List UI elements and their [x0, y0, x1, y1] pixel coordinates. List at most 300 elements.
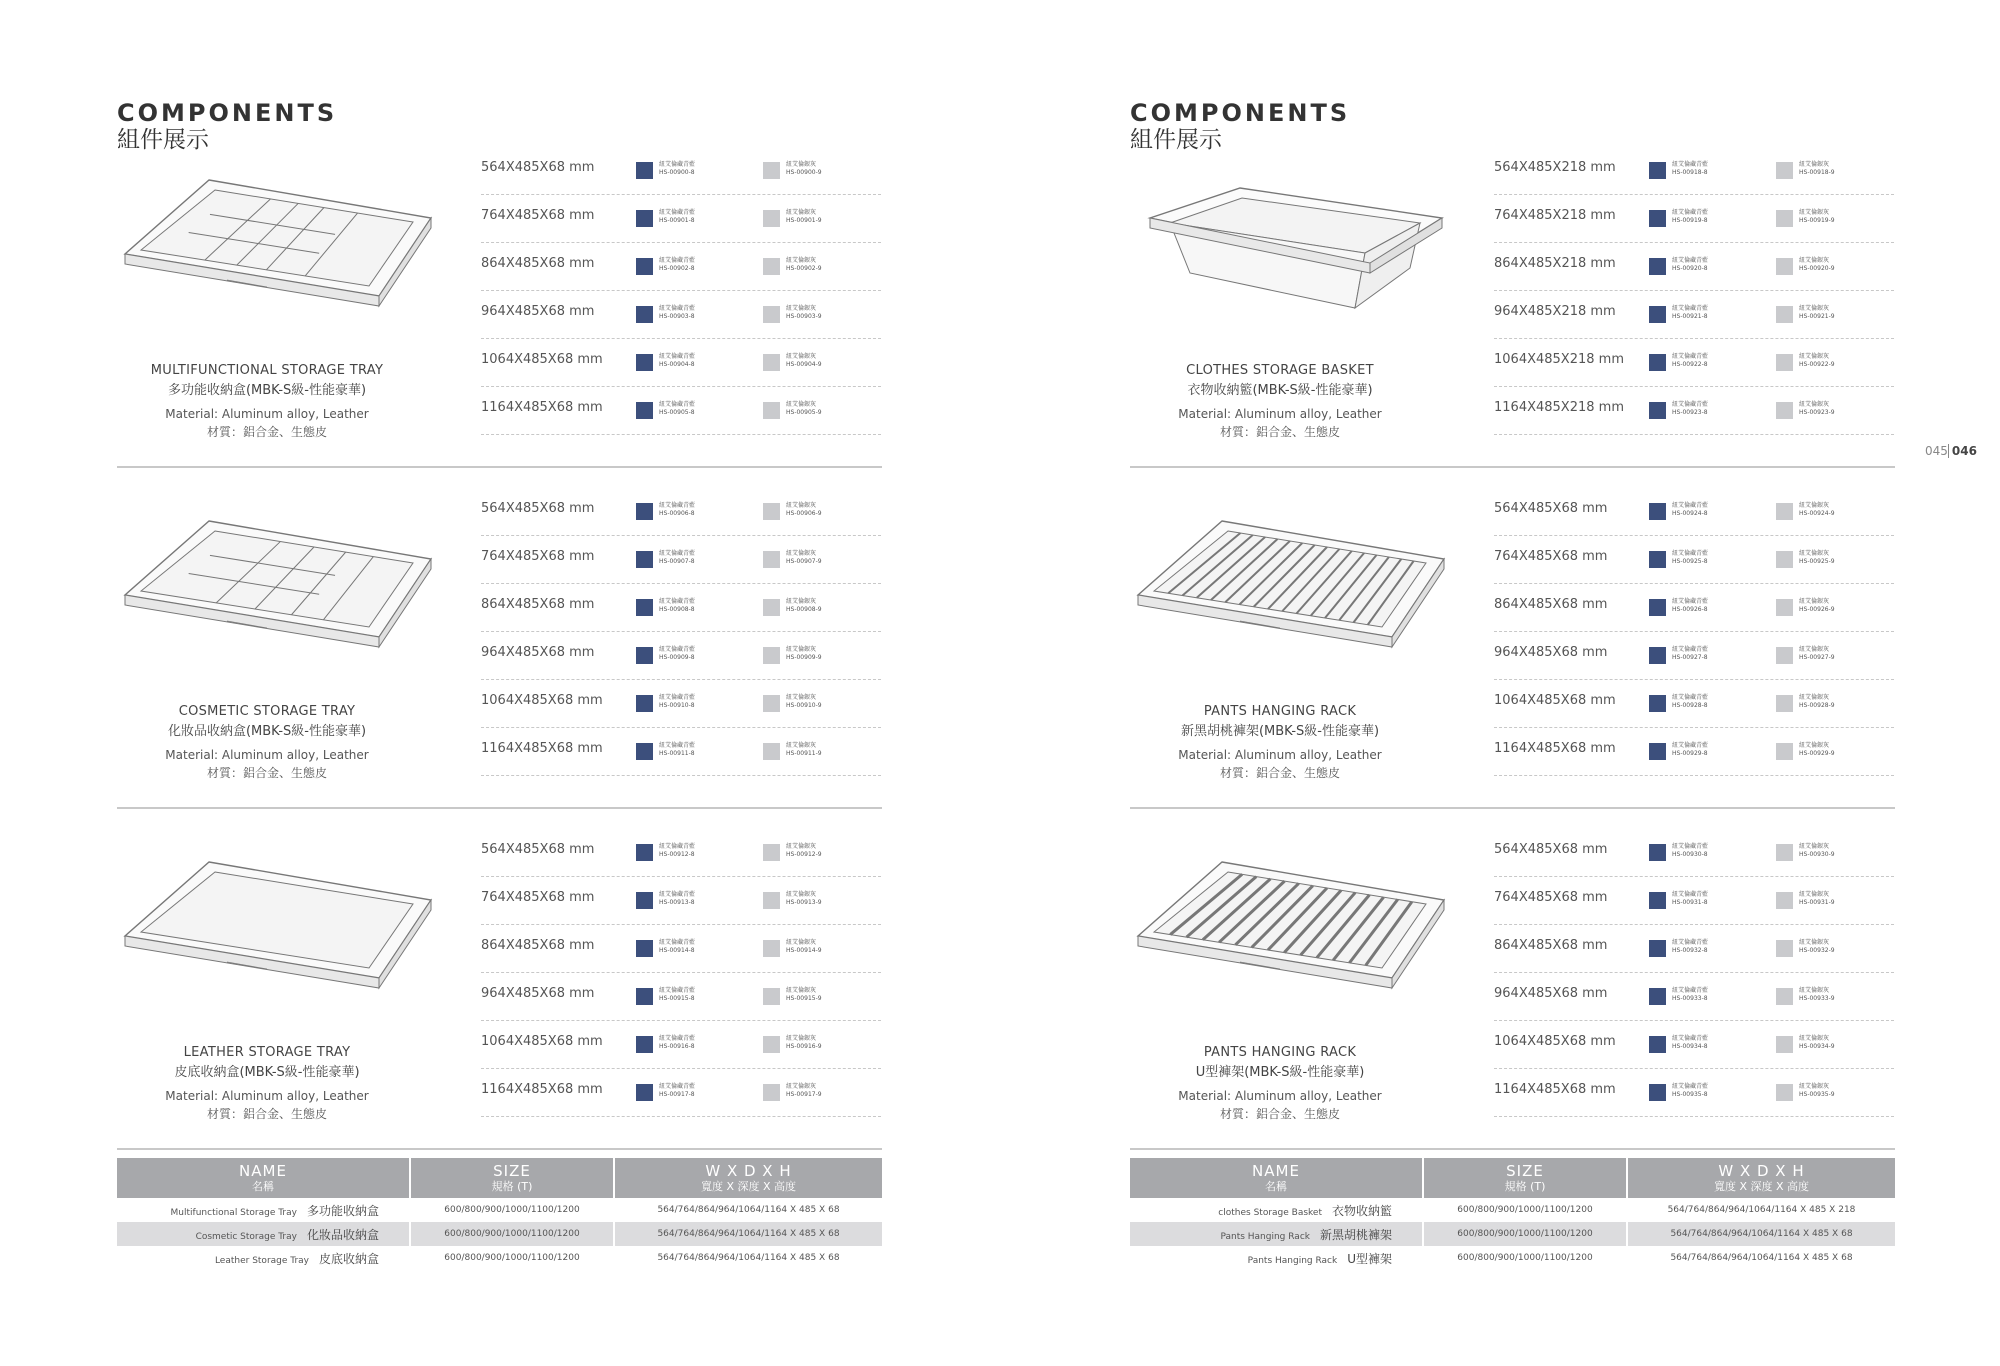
- navy-code-number: HS-00908-8: [659, 606, 695, 613]
- navy-swatch: [636, 354, 653, 371]
- grey-code: [1799, 646, 1879, 662]
- grey-code-number: HS-00924-9: [1799, 510, 1835, 517]
- grey-label: 紐艾倫銀灰: [1799, 598, 1830, 605]
- grey-label: 紐艾倫銀灰: [1799, 353, 1830, 360]
- size-row: [1494, 878, 1894, 925]
- size-value: 1064X485X68 mm: [481, 352, 603, 367]
- grey-code-number: HS-00916-9: [786, 1043, 822, 1050]
- navy-code-number: HS-00918-8: [1672, 169, 1708, 176]
- navy-swatch: [636, 1084, 653, 1101]
- name-en: Leather Storage Tray: [214, 1255, 309, 1266]
- navy-code: [659, 161, 739, 177]
- grey-code-number: HS-00905-9: [786, 409, 822, 416]
- navy-swatch: [1649, 988, 1666, 1005]
- header-zh: 寬度 X 深度 X 高度: [700, 1180, 797, 1193]
- name-cell: [1130, 1222, 1423, 1246]
- product-title-en: CLOTHES STORAGE BASKET: [1186, 363, 1374, 378]
- size-value: 864X485X68 mm: [481, 256, 595, 271]
- grey-code: [1799, 1035, 1879, 1051]
- grey-code: [1799, 891, 1879, 907]
- product-title-zh: 化妝品收納盒(MBK-S級-性能豪華): [167, 724, 367, 739]
- size-value: 1164X485X68 mm: [481, 1082, 603, 1097]
- size-value: 764X485X68 mm: [1494, 890, 1608, 905]
- size-value: 764X485X68 mm: [1494, 549, 1608, 564]
- u-pants-rack-icon: [1130, 850, 1450, 1020]
- material-en: Material: Aluminum alloy, Leather: [1178, 407, 1382, 421]
- table-header-row: [117, 1158, 882, 1198]
- header-zh: 名稱: [252, 1180, 274, 1193]
- navy-swatch: [1649, 940, 1666, 957]
- size-row: [1494, 585, 1894, 632]
- product-section: [1130, 489, 1895, 809]
- grey-swatch: [1776, 940, 1793, 957]
- navy-label: 紐艾倫藏青藍: [659, 401, 696, 408]
- grey-code-number: HS-00914-9: [786, 947, 822, 954]
- navy-code-number: HS-00909-8: [659, 654, 695, 661]
- navy-swatch: [636, 599, 653, 616]
- cosmetic-tray-icon: [117, 509, 437, 679]
- size-row: [481, 830, 881, 877]
- navy-code-number: HS-00930-8: [1672, 851, 1708, 858]
- product-section: [1130, 148, 1895, 468]
- navy-code-number: HS-00912-8: [659, 851, 695, 858]
- size-list: [1494, 830, 1894, 1118]
- navy-code-number: HS-00902-8: [659, 265, 695, 272]
- grey-label: 紐艾倫銀灰: [786, 987, 817, 994]
- size-row: [1494, 489, 1894, 536]
- navy-label: 紐艾倫藏青藍: [659, 257, 696, 264]
- heading-en: COMPONENTS: [1130, 99, 1351, 127]
- navy-code: [659, 694, 739, 710]
- size-row: [481, 1022, 881, 1069]
- navy-swatch: [636, 695, 653, 712]
- product-title-en: COSMETIC STORAGE TRAY: [178, 704, 356, 719]
- table-header: [1423, 1158, 1627, 1198]
- grey-swatch: [1776, 354, 1793, 371]
- navy-code: [1672, 305, 1752, 321]
- navy-label: 紐艾倫藏青藍: [659, 598, 696, 605]
- navy-code-number: HS-00935-8: [1672, 1091, 1708, 1098]
- grey-label: 紐艾倫銀灰: [1799, 209, 1830, 216]
- navy-swatch: [1649, 599, 1666, 616]
- navy-label: 紐艾倫藏青藍: [1672, 891, 1709, 898]
- navy-label: 紐艾倫藏青藍: [659, 1035, 696, 1042]
- grey-code: [1799, 987, 1879, 1003]
- name-zh: 多功能收納盒: [306, 1203, 379, 1218]
- grey-swatch: [1776, 647, 1793, 664]
- grey-code: [786, 401, 866, 417]
- navy-code: [1672, 1083, 1752, 1099]
- size-list: [1494, 489, 1894, 777]
- navy-swatch: [636, 551, 653, 568]
- heading-zh: 組件展示: [1130, 127, 1222, 153]
- table-header: [614, 1158, 882, 1198]
- grey-code-number: HS-00923-9: [1799, 409, 1835, 416]
- grey-code: [786, 598, 866, 614]
- navy-code-number: HS-00917-8: [659, 1091, 695, 1098]
- size-value: 764X485X68 mm: [481, 890, 595, 905]
- navy-code-number: HS-00913-8: [659, 899, 695, 906]
- material-zh: 材質：鋁合金、生態皮: [1219, 1107, 1340, 1121]
- grey-code: [786, 742, 866, 758]
- grey-code: [1799, 161, 1879, 177]
- size-row: [481, 244, 881, 291]
- product-caption: [1130, 361, 1430, 441]
- grey-code: [1799, 742, 1879, 758]
- grey-code: [786, 305, 866, 321]
- product-section: [117, 489, 882, 809]
- size-cell: 600/800/900/1000/1100/1200: [1423, 1198, 1627, 1222]
- navy-code: [659, 598, 739, 614]
- header-zh: 名稱: [1265, 1180, 1287, 1193]
- grey-code: [786, 646, 866, 662]
- navy-swatch: [1649, 1084, 1666, 1101]
- navy-label: 紐艾倫藏青藍: [659, 939, 696, 946]
- navy-label: 紐艾倫藏青藍: [1672, 843, 1709, 850]
- material-en: Material: Aluminum alloy, Leather: [165, 748, 369, 762]
- header-en: SIZE: [493, 1162, 531, 1180]
- grey-swatch: [763, 695, 780, 712]
- grey-swatch: [763, 551, 780, 568]
- page-number-right: 046: [1948, 444, 1977, 458]
- grey-swatch: [763, 402, 780, 419]
- grey-swatch: [763, 306, 780, 323]
- navy-code-number: HS-00922-8: [1672, 361, 1708, 368]
- grey-code-number: HS-00908-9: [786, 606, 822, 613]
- name-cell: [117, 1222, 410, 1246]
- size-value: 1064X485X68 mm: [1494, 1034, 1616, 1049]
- navy-label: 紐艾倫藏青藍: [1672, 1035, 1709, 1042]
- grey-code-number: HS-00911-9: [786, 750, 822, 757]
- navy-code-number: HS-00900-8: [659, 169, 695, 176]
- grey-code-number: HS-00933-9: [1799, 995, 1835, 1002]
- size-row: [1494, 1070, 1894, 1117]
- grey-label: 紐艾倫銀灰: [786, 257, 817, 264]
- grey-code-number: HS-00912-9: [786, 851, 822, 858]
- size-row: [481, 729, 881, 776]
- size-value: 1164X485X68 mm: [1494, 1082, 1616, 1097]
- grey-label: 紐艾倫銀灰: [786, 305, 817, 312]
- grey-code-number: HS-00909-9: [786, 654, 822, 661]
- size-value: 964X485X68 mm: [481, 645, 595, 660]
- grey-code: [1799, 209, 1879, 225]
- heading-en: COMPONENTS: [117, 99, 338, 127]
- grey-code-number: HS-00902-9: [786, 265, 822, 272]
- size-row: [481, 1070, 881, 1117]
- navy-code: [1672, 742, 1752, 758]
- navy-swatch: [1649, 503, 1666, 520]
- navy-code-number: HS-00925-8: [1672, 558, 1708, 565]
- grey-label: 紐艾倫銀灰: [786, 694, 817, 701]
- grey-swatch: [763, 1084, 780, 1101]
- navy-swatch: [636, 210, 653, 227]
- navy-label: 紐艾倫藏青藍: [659, 209, 696, 216]
- grey-code: [786, 843, 866, 859]
- grey-code-number: HS-00927-9: [1799, 654, 1835, 661]
- size-value: 564X485X218 mm: [1494, 160, 1616, 175]
- navy-code-number: HS-00914-8: [659, 947, 695, 954]
- grey-swatch: [1776, 892, 1793, 909]
- grey-swatch: [1776, 551, 1793, 568]
- size-row: [1494, 633, 1894, 680]
- navy-code-number: HS-00921-8: [1672, 313, 1708, 320]
- size-value: 864X485X68 mm: [1494, 597, 1608, 612]
- grey-code-number: HS-00934-9: [1799, 1043, 1835, 1050]
- leather-tray-icon: [117, 850, 437, 1020]
- size-value: 1064X485X68 mm: [481, 1034, 603, 1049]
- header-en: NAME: [239, 1162, 287, 1180]
- navy-swatch: [1649, 551, 1666, 568]
- product-title-zh: U型褲架(MBK-S級-性能豪華): [1195, 1065, 1365, 1080]
- grey-code: [1799, 257, 1879, 273]
- grey-label: 紐艾倫銀灰: [786, 1035, 817, 1042]
- navy-label: 紐艾倫藏青藍: [1672, 401, 1709, 408]
- size-value: 964X485X218 mm: [1494, 304, 1616, 319]
- grey-code-number: HS-00915-9: [786, 995, 822, 1002]
- navy-label: 紐艾倫藏青藍: [659, 891, 696, 898]
- size-row: [1494, 244, 1894, 291]
- navy-label: 紐艾倫藏青藍: [1672, 646, 1709, 653]
- page-heading: [1130, 100, 1350, 154]
- grey-code: [786, 353, 866, 369]
- navy-swatch: [636, 844, 653, 861]
- size-row: [481, 926, 881, 973]
- size-row: [1494, 537, 1894, 584]
- grey-code-number: HS-00929-9: [1799, 750, 1835, 757]
- navy-code: [659, 939, 739, 955]
- size-cell: 600/800/900/1000/1100/1200: [410, 1198, 614, 1222]
- size-row: [481, 340, 881, 387]
- navy-code: [659, 646, 739, 662]
- navy-label: 紐艾倫藏青藍: [659, 1083, 696, 1090]
- navy-code: [659, 401, 739, 417]
- dims-cell: 564/764/864/964/1064/1164 X 485 X 68: [614, 1246, 882, 1270]
- size-list: [481, 489, 881, 777]
- navy-swatch: [636, 743, 653, 760]
- grey-swatch: [1776, 599, 1793, 616]
- grey-code-number: HS-00906-9: [786, 510, 822, 517]
- grey-label: 紐艾倫銀灰: [1799, 694, 1830, 701]
- grey-code-number: HS-00910-9: [786, 702, 822, 709]
- size-value: 864X485X68 mm: [481, 597, 595, 612]
- material-en: Material: Aluminum alloy, Leather: [1178, 748, 1382, 762]
- size-value: 864X485X68 mm: [481, 938, 595, 953]
- grey-swatch: [1776, 743, 1793, 760]
- navy-label: 紐艾倫藏青藍: [659, 987, 696, 994]
- navy-code: [659, 305, 739, 321]
- grey-code: [786, 1083, 866, 1099]
- navy-swatch: [636, 647, 653, 664]
- page-numbers: [1925, 444, 1977, 458]
- grey-code-number: HS-00922-9: [1799, 361, 1835, 368]
- size-value: 864X485X68 mm: [1494, 938, 1608, 953]
- size-value: 964X485X68 mm: [1494, 986, 1608, 1001]
- grey-code: [786, 891, 866, 907]
- navy-code-number: HS-00910-8: [659, 702, 695, 709]
- grey-swatch: [763, 162, 780, 179]
- grey-label: 紐艾倫銀灰: [1799, 646, 1830, 653]
- navy-code-number: HS-00928-8: [1672, 702, 1708, 709]
- navy-swatch: [1649, 162, 1666, 179]
- grey-swatch: [763, 647, 780, 664]
- grey-label: 紐艾倫銀灰: [1799, 1035, 1830, 1042]
- grey-swatch: [1776, 988, 1793, 1005]
- navy-code: [659, 742, 739, 758]
- navy-code: [659, 550, 739, 566]
- grey-code: [1799, 1083, 1879, 1099]
- grey-label: 紐艾倫銀灰: [786, 209, 817, 216]
- product-section: [117, 148, 882, 468]
- grey-code: [786, 1035, 866, 1051]
- grey-swatch: [1776, 1084, 1793, 1101]
- grey-code: [1799, 598, 1879, 614]
- navy-code: [1672, 353, 1752, 369]
- spec-table: [1130, 1158, 1895, 1270]
- product-title-zh: 新黑胡桃褲架(MBK-S級-性能豪華): [1180, 724, 1380, 739]
- size-list: [481, 148, 881, 436]
- grey-code-number: HS-00930-9: [1799, 851, 1835, 858]
- material-en: Material: Aluminum alloy, Leather: [165, 1089, 369, 1103]
- navy-code: [1672, 891, 1752, 907]
- grey-label: 紐艾倫銀灰: [1799, 257, 1830, 264]
- navy-code: [1672, 939, 1752, 955]
- clothes-basket-icon: [1130, 168, 1450, 338]
- size-row: [1494, 196, 1894, 243]
- navy-code: [659, 353, 739, 369]
- size-value: 1164X485X218 mm: [1494, 400, 1624, 415]
- table-row: [117, 1222, 882, 1246]
- size-row: [1494, 974, 1894, 1021]
- grey-code-number: HS-00907-9: [786, 558, 822, 565]
- grey-code-number: HS-00918-9: [1799, 169, 1835, 176]
- size-row: [481, 292, 881, 339]
- table-header: [1130, 1158, 1423, 1198]
- grey-code-number: HS-00901-9: [786, 217, 822, 224]
- grey-code: [1799, 939, 1879, 955]
- table-row: [117, 1246, 882, 1270]
- table-row: [117, 1198, 882, 1222]
- grey-code-number: HS-00932-9: [1799, 947, 1835, 954]
- size-value: 764X485X68 mm: [481, 208, 595, 223]
- grey-label: 紐艾倫銀灰: [786, 891, 817, 898]
- product-title-zh: 多功能收納盒(MBK-S級-性能豪華): [167, 383, 367, 398]
- size-value: 564X485X68 mm: [1494, 842, 1608, 857]
- size-row: [1494, 1022, 1894, 1069]
- product-title-en: LEATHER STORAGE TRAY: [183, 1045, 351, 1060]
- navy-code: [1672, 598, 1752, 614]
- grey-label: 紐艾倫銀灰: [786, 550, 817, 557]
- size-row: [481, 537, 881, 584]
- page-number-left: 045: [1925, 444, 1948, 458]
- grey-swatch: [1776, 695, 1793, 712]
- navy-code-number: HS-00933-8: [1672, 995, 1708, 1002]
- grey-label: 紐艾倫銀灰: [1799, 987, 1830, 994]
- size-cell: 600/800/900/1000/1100/1200: [410, 1246, 614, 1270]
- size-value: 964X485X68 mm: [1494, 645, 1608, 660]
- grey-label: 紐艾倫銀灰: [786, 1083, 817, 1090]
- grey-code-number: HS-00928-9: [1799, 702, 1835, 709]
- grey-label: 紐艾倫銀灰: [786, 598, 817, 605]
- grey-swatch: [1776, 1036, 1793, 1053]
- size-cell: 600/800/900/1000/1100/1200: [1423, 1222, 1627, 1246]
- size-value: 864X485X218 mm: [1494, 256, 1616, 271]
- header-zh: 寬度 X 深度 X 高度: [1713, 1180, 1810, 1193]
- header-en: SIZE: [1506, 1162, 1544, 1180]
- grey-label: 紐艾倫銀灰: [786, 843, 817, 850]
- name-en: Cosmetic Storage Tray: [195, 1231, 297, 1242]
- navy-swatch: [1649, 844, 1666, 861]
- grey-code: [1799, 401, 1879, 417]
- grey-code: [1799, 353, 1879, 369]
- grey-code: [1799, 694, 1879, 710]
- size-row: [1494, 830, 1894, 877]
- grey-label: 紐艾倫銀灰: [786, 502, 817, 509]
- navy-swatch: [1649, 892, 1666, 909]
- navy-code: [1672, 646, 1752, 662]
- grey-label: 紐艾倫銀灰: [1799, 1083, 1830, 1090]
- grey-code-number: HS-00900-9: [786, 169, 822, 176]
- product-caption: [117, 361, 417, 441]
- navy-code-number: HS-00911-8: [659, 750, 695, 757]
- grey-code-number: HS-00925-9: [1799, 558, 1835, 565]
- product-section: [117, 830, 882, 1150]
- multifunctional-tray-icon: [117, 168, 437, 338]
- navy-code: [659, 209, 739, 225]
- grey-label: 紐艾倫銀灰: [1799, 401, 1830, 408]
- size-value: 1064X485X218 mm: [1494, 352, 1624, 367]
- grey-code-number: HS-00931-9: [1799, 899, 1835, 906]
- grey-code-number: HS-00921-9: [1799, 313, 1835, 320]
- grey-swatch: [763, 988, 780, 1005]
- size-cell: 600/800/900/1000/1100/1200: [410, 1222, 614, 1246]
- navy-code-number: HS-00931-8: [1672, 899, 1708, 906]
- size-row: [1494, 148, 1894, 195]
- grey-label: 紐艾倫銀灰: [1799, 550, 1830, 557]
- table-header: [410, 1158, 614, 1198]
- navy-code: [659, 843, 739, 859]
- size-row: [1494, 729, 1894, 776]
- grey-code-number: HS-00926-9: [1799, 606, 1835, 613]
- page-right: [1130, 0, 1910, 1366]
- size-row: [1494, 926, 1894, 973]
- grey-code-number: HS-00917-9: [786, 1091, 822, 1098]
- navy-code: [659, 1083, 739, 1099]
- navy-code-number: HS-00901-8: [659, 217, 695, 224]
- table-header: [1627, 1158, 1895, 1198]
- navy-code-number: HS-00916-8: [659, 1043, 695, 1050]
- navy-swatch: [1649, 258, 1666, 275]
- grey-swatch: [763, 354, 780, 371]
- grey-code-number: HS-00913-9: [786, 899, 822, 906]
- grey-swatch: [763, 503, 780, 520]
- size-row: [1494, 292, 1894, 339]
- grey-label: 紐艾倫銀灰: [1799, 305, 1830, 312]
- size-value: 1064X485X68 mm: [481, 693, 603, 708]
- pants-rack-icon: [1130, 509, 1450, 679]
- navy-code: [1672, 401, 1752, 417]
- navy-swatch: [636, 940, 653, 957]
- name-zh: U型褲架: [1347, 1251, 1392, 1266]
- table-row: [1130, 1198, 1895, 1222]
- page-left: [117, 0, 897, 1366]
- grey-swatch: [1776, 844, 1793, 861]
- dims-cell: 564/764/864/964/1064/1164 X 485 X 218: [1627, 1198, 1895, 1222]
- grey-label: 紐艾倫銀灰: [1799, 502, 1830, 509]
- grey-code: [1799, 305, 1879, 321]
- size-value: 1064X485X68 mm: [1494, 693, 1616, 708]
- product-caption: [117, 1043, 417, 1123]
- navy-code: [1672, 209, 1752, 225]
